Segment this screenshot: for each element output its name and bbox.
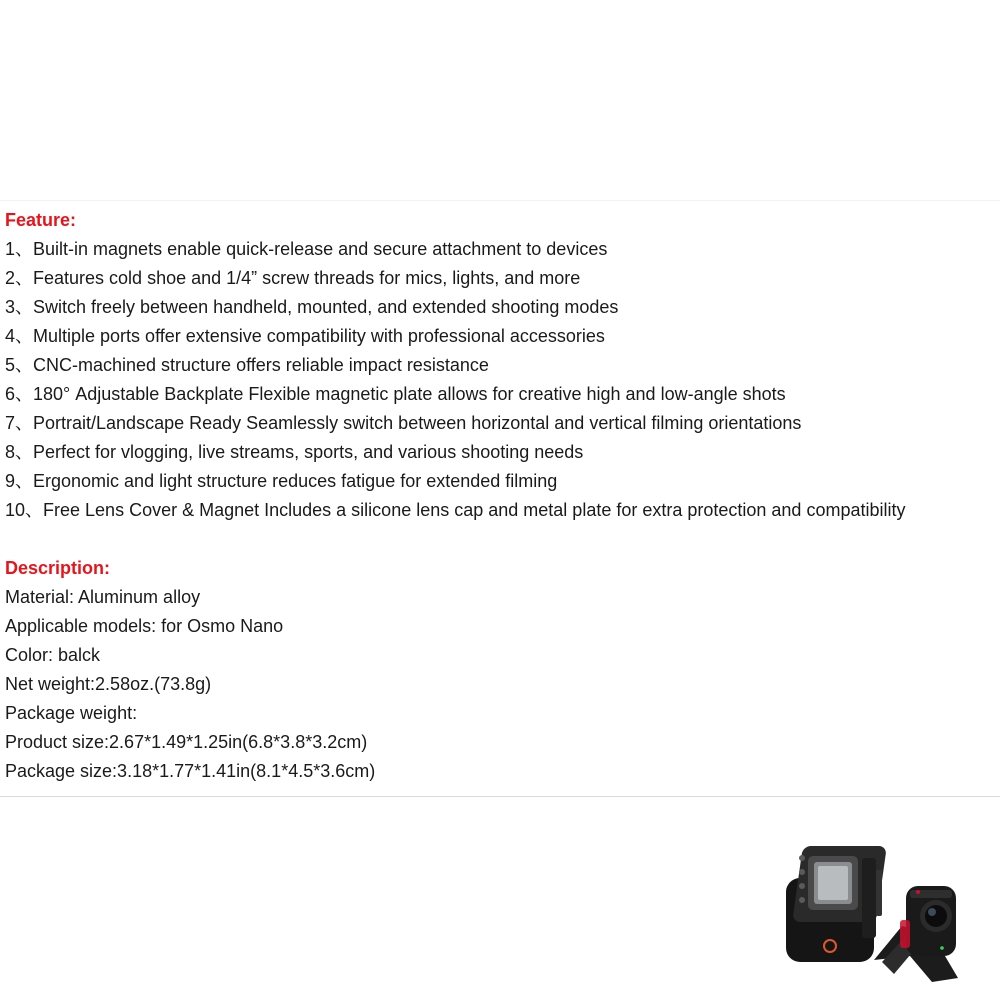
feature-item-6: 6、180° Adjustable Backplate Flexible magnetic plate allows for creative high and low-angle shots (5, 384, 786, 404)
feature-item-2: 2、Features cold shoe and 1/4” screw threads for mics, lights, and more (5, 268, 581, 288)
description-package-size: Package size:3.18*1.77*1.41in(8.1*4.5*3.6cm) (5, 761, 376, 781)
product-details (5, 206, 995, 786)
description-applicable-models: Applicable models: for Osmo Nano (5, 616, 284, 636)
description-material: Material: Aluminum alloy (5, 587, 201, 607)
feature-item-9: 9、Ergonomic and light structure reduces fatigue for extended filming (5, 471, 558, 491)
feature-item-1: 1、Built-in magnets enable quick-release and secure attachment to devices (5, 239, 608, 259)
feature-item-7: 7、Portrait/Landscape Ready Seamlessly switch between horizontal and vertical filming orientations (5, 413, 802, 433)
bottom-divider (0, 796, 1000, 797)
section-spacer (5, 525, 995, 554)
feature-item-10: 10、Free Lens Cover & Magnet Includes a silicone lens cap and metal plate for extra protection and compatibility (5, 500, 906, 520)
cage-camera-left (786, 846, 887, 962)
top-divider (0, 200, 1000, 201)
feature-item-8: 8、Perfect for vlogging, live streams, sports, and various shooting needs (5, 442, 584, 462)
description-product-size: Product size:2.67*1.49*1.25in(6.8*3.8*3.2cm) (5, 732, 368, 752)
feature-item-3: 3、Switch freely between handheld, mounted, and extended shooting modes (5, 297, 619, 317)
feature-item-4: 4、Multiple ports offer extensive compatibility with professional accessories (5, 326, 605, 346)
description-net-weight: Net weight:2.58oz.(73.8g) (5, 674, 212, 694)
bracket-camera-right (874, 886, 958, 982)
description-package-weight: Package weight: (5, 703, 138, 723)
camera-cage-product-icon (782, 838, 964, 986)
description-heading: Description: (5, 558, 111, 578)
feature-heading: Feature: (5, 210, 77, 230)
feature-item-5: 5、CNC-machined structure offers reliable impact resistance (5, 355, 489, 375)
description-color: Color: balck (5, 645, 101, 665)
